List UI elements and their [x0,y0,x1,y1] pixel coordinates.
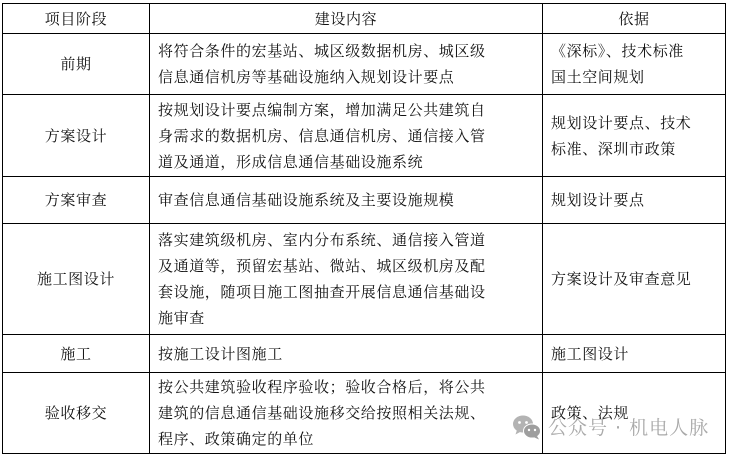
content-line: 程序、政策确定的单位 [158,430,315,448]
basis-line: 标准、深圳市政策 [551,139,676,158]
content-line: 按规划设计要点编制方案，增加满足公共建筑自 [158,100,486,119]
content-cell [150,34,543,95]
basis-cell [543,373,726,454]
watermark-text: 公众号 · 机电人脉 [548,417,710,439]
basis-line: 规划设计要点 [551,191,645,209]
header-stage: 项目阶段 [3,4,150,34]
basis-cell [543,34,726,95]
stage-cell: 验收移交 [3,373,150,454]
basis-line: 《深标》、技术标准 [551,42,684,60]
basis-line: 国土空间规划 [551,68,645,86]
table-header-row [3,4,726,34]
content-cell [150,373,543,454]
content-line: 及通道等，预留宏基站、微站、城区级机房及配 [158,257,486,275]
header-basis: 依据 [543,4,726,34]
table-row [3,373,726,454]
content-line: 审查信息通信基础设施系统及主要设施规模 [158,191,455,209]
basis-line: 政策、法规 [551,404,630,422]
basis-cell [543,95,726,177]
content-line: 信息通信机房等基础设施纳入规划设计要点 [158,68,455,86]
table-row [3,34,726,95]
table-row [3,335,726,373]
stage-cell: 施工 [3,335,150,373]
basis-line: 规划设计要点、技术 [551,113,692,132]
content-line: 身需求的数据机房、信息通信机房、通信接入管 [158,126,486,145]
content-line: 落实建筑级机房、室内分布系统、通信接入管道 [158,231,486,249]
content-line: 套设施，随项目施工图抽查开展信息通信基础设 [158,283,486,301]
table-row [3,95,726,177]
content-line: 建筑的信息通信基础设施移交给按照相关法规、 [158,404,486,422]
content-cell [150,95,543,177]
stage-cell: 方案审查 [3,177,150,224]
basis-cell [543,224,726,335]
table-row [3,224,726,335]
stage-cell: 方案设计 [3,95,150,177]
construction-stage-table [2,3,726,454]
content-line: 施审查 [158,309,205,327]
content-line: 按施工设计图施工 [158,344,283,363]
content-line: 按公共建筑验收程序验收；验收合格后，将公共 [158,378,486,396]
basis-cell [543,335,726,373]
stage-cell: 施工图设计 [3,224,150,335]
basis-cell [543,177,726,224]
basis-line: 方案设计及审查意见 [551,270,692,288]
content-cell [150,335,543,373]
header-content: 建设内容 [150,4,543,34]
basis-line: 施工图设计 [551,344,630,363]
content-cell [150,224,543,335]
stage-cell: 前期 [3,34,150,95]
content-cell [150,177,543,224]
content-line: 道及通道，形成信息通信基础设施系统 [158,152,424,171]
content-line: 将符合条件的宏基站、城区级数据机房、城区级 [158,42,486,60]
table-row [3,177,726,224]
